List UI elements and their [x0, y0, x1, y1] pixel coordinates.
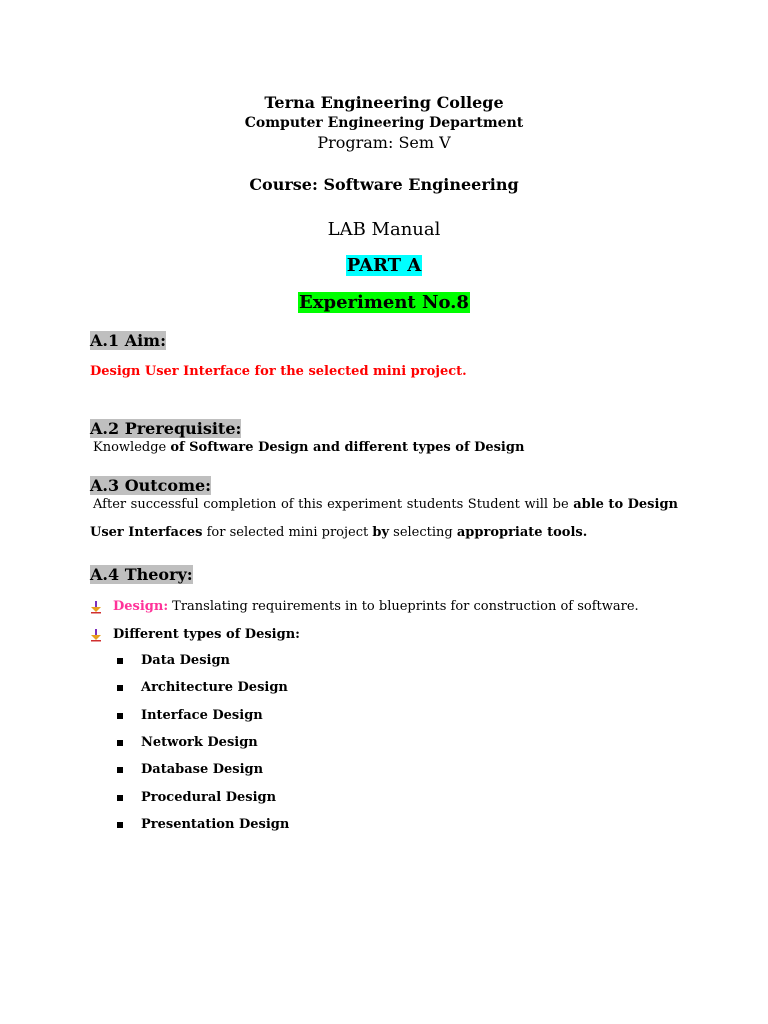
program-label: Program: Sem V: [317, 133, 451, 152]
outcome-word: be: [552, 497, 569, 512]
outcome-bold-2: User Interfaces: [90, 525, 203, 540]
outcome-line-1: [93, 497, 678, 512]
outcome-line-2: [90, 525, 587, 540]
outcome-word: of: [280, 497, 294, 512]
outcome-word: completion: [203, 497, 277, 512]
course-title: Course: Software Engineering: [249, 175, 519, 194]
design-types-label: Different types of Design:: [113, 627, 300, 642]
outcome-bold-4: appropriate tools.: [456, 525, 588, 540]
prerequisite-text: [93, 440, 524, 455]
outcome-word: experiment: [327, 497, 403, 512]
aim-text: Design User Interface for the selected mini project.: [90, 364, 467, 379]
square-bullet-icon: [117, 767, 123, 773]
outcome-word: students: [406, 497, 464, 512]
prerequisite-prefix: Knowledge: [93, 440, 167, 455]
list-item: Interface Design: [117, 708, 263, 723]
department-name: Computer Engineering Department: [244, 115, 524, 131]
outcome-word: successful: [130, 497, 199, 512]
outcome-bold-1: able to Design: [573, 497, 678, 512]
design-bullet: [89, 599, 639, 614]
square-bullet-icon: [117, 713, 123, 719]
theory-heading: A.4 Theory:: [90, 565, 193, 584]
prerequisite-heading: A.2 Prerequisite:: [90, 419, 242, 438]
outcome-word: After: [93, 497, 127, 512]
part-label: [0, 255, 768, 276]
square-bullet-icon: [117, 740, 123, 746]
list-item: Database Design: [117, 762, 263, 777]
square-bullet-icon: [117, 795, 123, 801]
prerequisite-bold: of Software Design and different types of Design: [170, 440, 525, 455]
list-item: Data Design: [117, 653, 230, 668]
lab-manual-title: LAB Manual: [327, 219, 441, 240]
outcome-text-2: for selected mini project: [206, 525, 369, 540]
design-label: Design:: [113, 599, 169, 614]
square-bullet-icon: [117, 822, 123, 828]
list-item: Presentation Design: [117, 817, 289, 832]
aim-heading: A.1 Aim:: [90, 331, 167, 350]
part-highlight: PART A: [346, 255, 422, 276]
design-types-bullet: [89, 627, 300, 642]
outcome-text-3: selecting: [393, 525, 453, 540]
list-item: Architecture Design: [117, 680, 288, 695]
outcome-word: will: [524, 497, 549, 512]
outcome-bold-3: by: [372, 525, 390, 540]
list-item: Procedural Design: [117, 790, 276, 805]
square-bullet-icon: [117, 658, 123, 664]
outcome-word: Student: [467, 497, 520, 512]
list-item: Network Design: [117, 735, 258, 750]
down-arrow-icon: [89, 628, 103, 642]
experiment-label: [0, 292, 768, 313]
down-arrow-icon: [89, 600, 103, 614]
outcome-heading: A.3 Outcome:: [90, 476, 212, 495]
design-text: Translating requirements in to blueprints for construction of software.: [172, 599, 639, 614]
experiment-highlight: Experiment No.8: [299, 292, 469, 313]
outcome-word: this: [298, 497, 323, 512]
square-bullet-icon: [117, 685, 123, 691]
college-name: Terna Engineering College: [264, 93, 504, 112]
